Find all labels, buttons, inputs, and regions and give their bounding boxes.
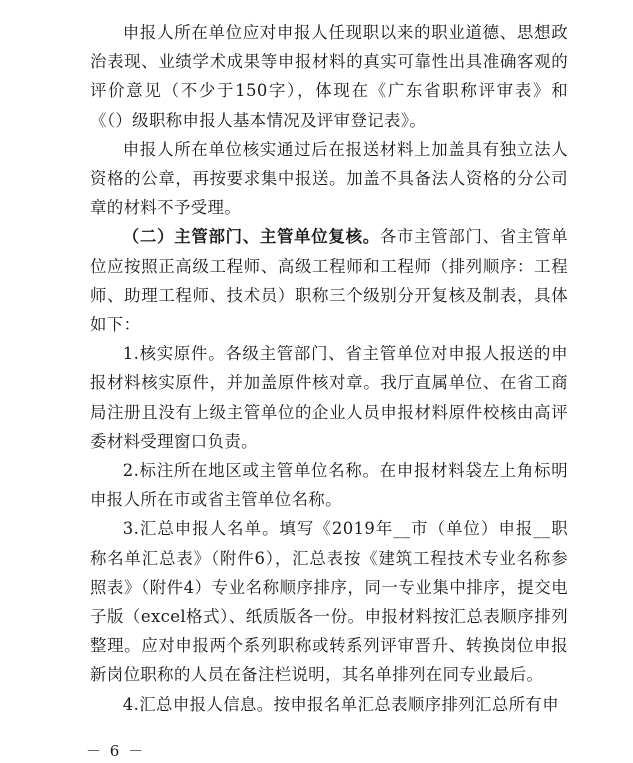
- paragraph-summarize-info: 4.汇总申报人信息。按申报名单汇总表顺序排列汇总所有申: [122, 694, 559, 714]
- paragraph-mark-region: 2.标注所在地区或主管单位名称。在申报材料袋左上角标明申报人所在市或省主管单位名称。: [90, 461, 568, 510]
- paragraph-section-two: [90, 222, 568, 339]
- paragraph-verify-originals: 1.核实原件。各级主管部门、省主管单位对申报人报送的申报材料核实原件，并加盖原件核对章。我厅直属单位、在省工商局注册且没有上级主管单位的企业人员申报材料原件校核由高评委材料受理窗口负责。: [90, 344, 568, 451]
- document-body: [90, 18, 568, 719]
- paragraph-unit-evaluation: 申报人所在单位应对申报人任现职以来的职业道德、思想政治表现、业绩学术成果等申报材料的真实可靠性出具准确客观的评价意见（不少于150字），体现在《广东省职称评审表》和《（）级职称申报人基本情况及评审登记表》。: [90, 23, 568, 130]
- paragraph-seal-requirement: 申报人所在单位核实通过后在报送材料上加盖具有独立法人资格的公章，再按要求集中报送。加盖不具备法人资格的分公司章的材料不予受理。: [90, 139, 568, 218]
- section-heading: （二）主管部门、主管单位复核。: [122, 227, 380, 247]
- section-text: 各市主管部门、省主管单位应按照正高级工程师、高级工程师和工程师（排列顺序：工程师、助理工程师、技术员）职称三个级别分开复核及制表，具体如下：: [90, 227, 568, 335]
- paragraph-summarize-names: 3.汇总申报人名单。填写《2019年__市（单位）申报__职称名单汇总表》（附件6），汇总表按《建筑工程技术专业名称参照表》（附件4）专业名称顺序排序，同一专业集中排序，提交电子版（excel格式）、纸质版各一份。申报材料按汇总表顺序排列整理。应对申报两个系列职称或转系列评审晋升、转换岗位申报新岗位职称的人员在备注栏说明，其名单排列在同专业最后。: [90, 519, 568, 685]
- page-number: － 6 －: [86, 742, 146, 760]
